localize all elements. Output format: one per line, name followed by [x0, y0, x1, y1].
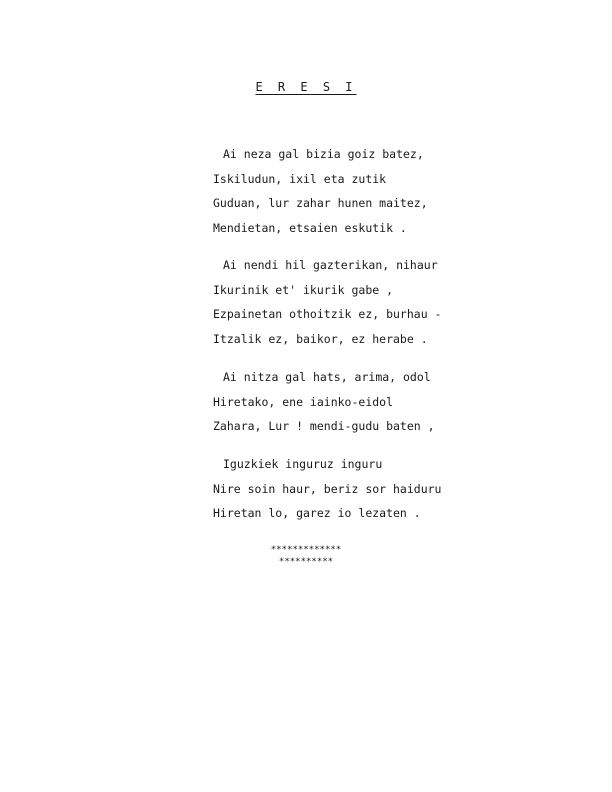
stanza-4: [213, 452, 513, 526]
verse-line: Guduan, lur zahar hunen maitez,: [213, 196, 428, 210]
poem-title-text: E R E S I: [255, 80, 357, 94]
verse-line: Mendietan, etsaien eskutik .: [213, 220, 407, 235]
verse-line: Ikurinik et' ikurik gabe ,: [213, 282, 394, 297]
verse-line: Ezpainetan othoitzik ez, burhau -: [213, 307, 442, 321]
ornament-line-2: **********: [278, 557, 334, 567]
verse-line: Ai nendi hil gazterikan, nihaur: [223, 258, 438, 272]
verse-line: Hiretako, ene iainko-eidol: [213, 394, 394, 409]
stanza-1: [213, 142, 513, 240]
stanza-2: [213, 253, 513, 351]
verse-line: Hiretan lo, garez io lezaten .: [213, 506, 421, 520]
verse-line: Ai neza gal bizia goiz batez,: [223, 147, 424, 161]
poem-title: [0, 80, 612, 94]
verse-line: Ai nitza gal hats, arima, odol: [223, 370, 431, 384]
verse-line: Itzalik ez, baikor, ez herabe .: [213, 331, 428, 346]
verse-line: Zahara, Lur ! mendi-gudu baten ,: [213, 419, 435, 433]
verse-line: Nire soin haur, beriz sor haiduru: [213, 481, 442, 496]
stanza-3: [213, 365, 513, 439]
verse-line: Iskiludun, ixil eta zutik: [213, 171, 387, 186]
ornament-line-1: *************: [270, 545, 342, 555]
verse-line: Iguzkiek inguruz inguru: [223, 457, 383, 471]
